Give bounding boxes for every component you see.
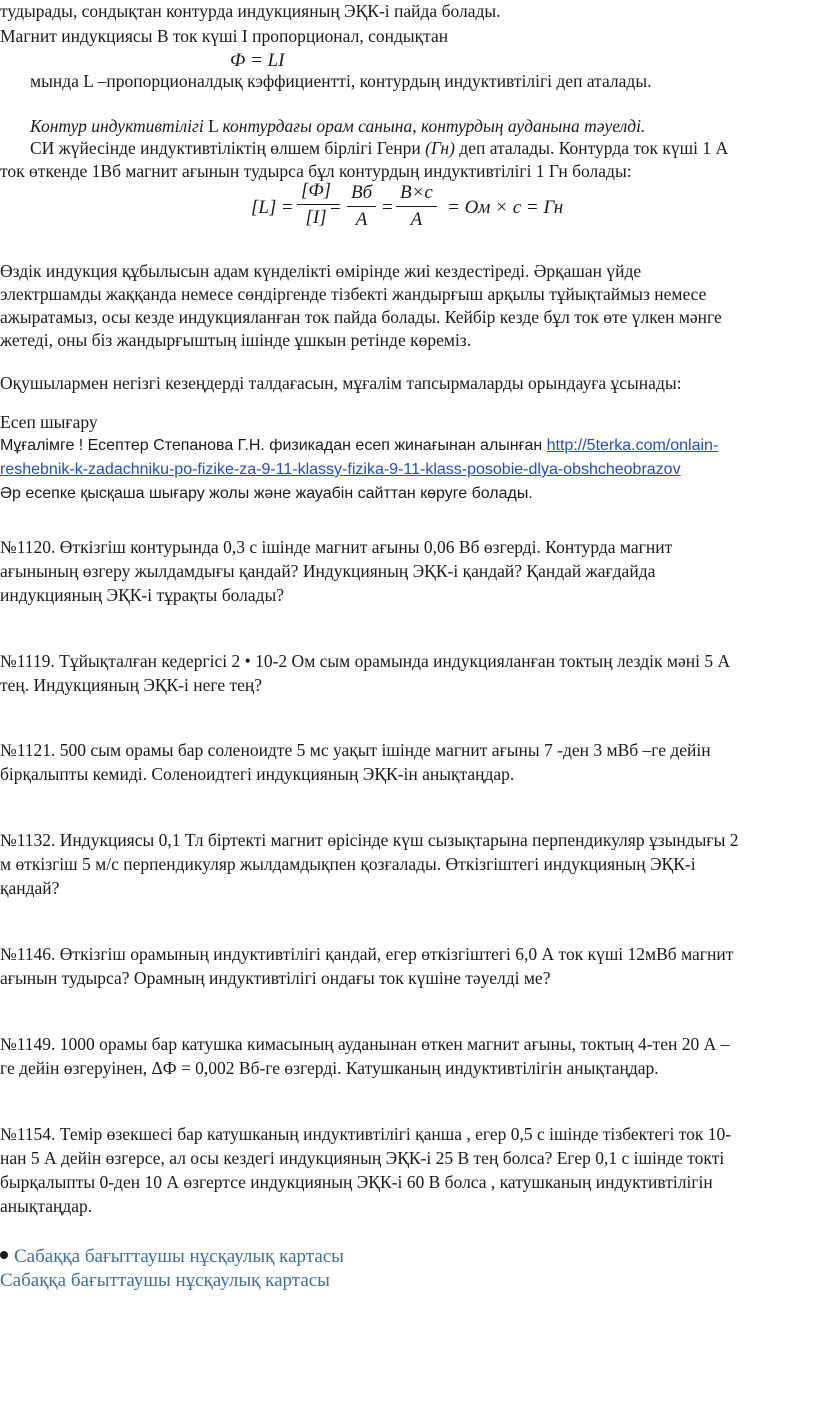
fraction-denominator: А	[355, 209, 368, 230]
problem-1120-line-1: №1120. Өткізгіш контурында 0,3 с ішінде магнит ағыны 0,06 Вб өзгерді. Контурда магнит	[0, 537, 673, 557]
intro-line-1: тудырады, сондықтан контурда индукцияның ЭҚК-і пайда болады.	[0, 1, 501, 21]
inductance-definition-line: мында L –пропорционалдық кэффициентті, контурдың индуктивтілігі деп аталады.	[30, 71, 652, 91]
formula-equals-1: =	[282, 197, 293, 218]
si-unit-line-2: ток өткенде 1Вб магнит ағынын тудырса бұл контурдың индуктивтілігі 1 Гн болады:	[0, 161, 632, 181]
problem-1119-line-2: тең. Индукцияның ЭҚК-і неге тең?	[0, 675, 263, 695]
si-unit-text-a: СИ жүйесінде индуктивтіліктің өлшем бірлігі Генри	[30, 138, 426, 158]
si-unit-text-b: деп аталады. Контурда ток күші 1 А	[454, 138, 729, 158]
problem-1120-line-3: индукцияның ЭҚК-і тұрақты болады?	[0, 585, 285, 605]
inductance-dependence: контурдағы орам санына, контурдың ауданына тәуелді.	[222, 116, 646, 136]
problem-1121-line-1: №1121. 500 сым орамы бар соленоидте 5 мс уақыт ішінде магнит ағыны 7 -ден 3 мВб –ге дейін	[0, 740, 711, 760]
guide-card-heading-text: Сабаққа бағыттаушы нұсқаулық картасы	[14, 1246, 344, 1267]
problem-1146-line-1: №1146. Өткізгіш орамының индуктивтілігі қандай, егер өткізгіштегі 6,0 А ток күші 12мВб магнит	[0, 944, 734, 964]
inductance-term: Контур индуктивтілігі	[30, 116, 204, 136]
inductance-dependence-line	[30, 118, 645, 136]
self-induction-line-2: электршамды жаққанда немесе сөндіргенде тізбекті жандырғыш арқылы тұйықтаймыз немесе	[0, 284, 707, 304]
formula-equals-3: =	[382, 197, 393, 218]
problem-1132-line-3: қандай?	[0, 878, 60, 898]
formula-fraction-weber-ampere	[347, 182, 376, 231]
problem-1132-line-2: м өткізгіш 5 м/с перпендикуляр жылдамдықпен қозғалады. Өткізгіштегі индукцияның ЭҚК-і	[0, 854, 696, 874]
self-induction-line-1: Өздік индукция құбылысын адам күнделікті өмірінде жиі кездестіреді. Әрқашан үйде	[0, 261, 642, 281]
flux-formula: Ф = LI	[230, 50, 285, 71]
problem-1119-line-1: №1119. Тұйықталған кедергісі 2 • 10-2 Ом сым орамында индукцияланған токтың лездік мәні 5 А	[0, 651, 731, 671]
problem-1154-line-4: анықтаңдар.	[0, 1196, 93, 1216]
formula-lhs: [L]	[251, 197, 277, 218]
problem-1120-line-2: ағынының өзгеру жылдамдығы қандай? Индукцияның ЭҚК-і қандай? Қандай жағдайда	[0, 561, 656, 581]
source-link-part-1[interactable]: http://5terka.com/onlain-	[546, 437, 719, 454]
si-unit-symbol: (Гн)	[425, 138, 455, 158]
problem-1154-line-2: нан 5 А дейін өзгерсе, ал осы кездегі индукцияның ЭҚК-і 25 В тең болса? Егер 0,1 с ішінде токті	[0, 1148, 725, 1168]
guide-card-heading-bulleted	[0, 1247, 344, 1266]
source-link-part-2[interactable]: reshebnik-k-zadachniku-po-fizike-za-9-11-klassy-fizika-9-11-klass-posobie-dlya-obshcheobrazov	[0, 461, 681, 478]
teacher-note-line-2	[0, 462, 681, 478]
intro-line-2: Магнит индукциясы В ток күші І пропорционал, сондықтан	[0, 26, 449, 46]
teacher-note-text: Мұғалімге ! Есептер Степанова Г.Н. физикадан есеп жинағынан алынған	[0, 437, 547, 454]
problem-1149-line-2: ге дейін өзгеруінен, ΔФ = 0,002 Вб-ге өзгерді. Катушканың индуктивтілігін анықтаңдар.	[0, 1058, 659, 1078]
teacher-instruction: Оқушылармен негізгі кезеңдерді талдағасын, мұғалім тапсырмаларды орындауға ұсынады:	[0, 373, 682, 393]
guide-card-heading: Сабаққа бағыттаушы нұсқаулық картасы	[0, 1270, 330, 1291]
fraction-numerator: [Ф]	[297, 180, 335, 205]
formula-fraction-volt-second-ampere	[396, 182, 437, 231]
formula-equals-2: =	[330, 197, 341, 218]
problem-1149-line-1: №1149. 1000 орамы бар катушка кимасының ауданынан өткен магнит ағыны, токтың 4-тен 20 А –	[0, 1034, 730, 1054]
problem-1146-line-2: ағынын тудырса? Орамның индуктивтілігі ондағы ток күшіне тәуелді ме?	[0, 968, 551, 988]
bullet-icon	[0, 1251, 8, 1259]
formula-rhs: = Ом × с = Гн	[447, 197, 564, 218]
fraction-numerator: Вб	[347, 182, 376, 207]
fraction-denominator: А	[410, 209, 423, 230]
inductance-symbol: L	[203, 116, 223, 136]
fraction-numerator: В×с	[396, 182, 437, 207]
self-induction-line-3: ажыратамыз, осы кезде индукцияланған ток пайда болады. Кейбір кезде бұл ток өте үлкен мәнге	[0, 307, 722, 327]
teacher-note-line-1	[0, 438, 718, 454]
problem-1121-line-2: бірқалыпты кемиді. Соленоидтегі индукцияның ЭҚК-ін анықтаңдар.	[0, 764, 515, 784]
problem-1154-line-1: №1154. Темір өзекшесі бар катушканың индуктивтілігі қанша , егер 0,5 с ішінде тізбектегі ток 10-	[0, 1124, 732, 1144]
self-induction-line-4: жетеді, оны біз жандырғыштың ішінде ұшкын ретінде көреміз.	[0, 330, 472, 350]
fraction-denominator: [I]	[305, 207, 327, 228]
si-unit-line-1	[30, 140, 728, 158]
task-heading: Есеп шығару	[0, 412, 98, 432]
problem-1132-line-1: №1132. Индукциясы 0,1 Тл біртекті магнит өрісінде күш сызықтарына перпендикуляр ұзындығы 2	[0, 830, 739, 850]
problem-1154-line-3: бырқалыпты 0-ден 10 А өзгертсе индукцияның ЭҚК-і 60 В болса , катушканың индуктивтілігін	[0, 1172, 713, 1192]
teacher-note-footer: Әр есепке қысқаша шығару жолы және жауабін сайттан көруге болады.	[0, 485, 533, 502]
